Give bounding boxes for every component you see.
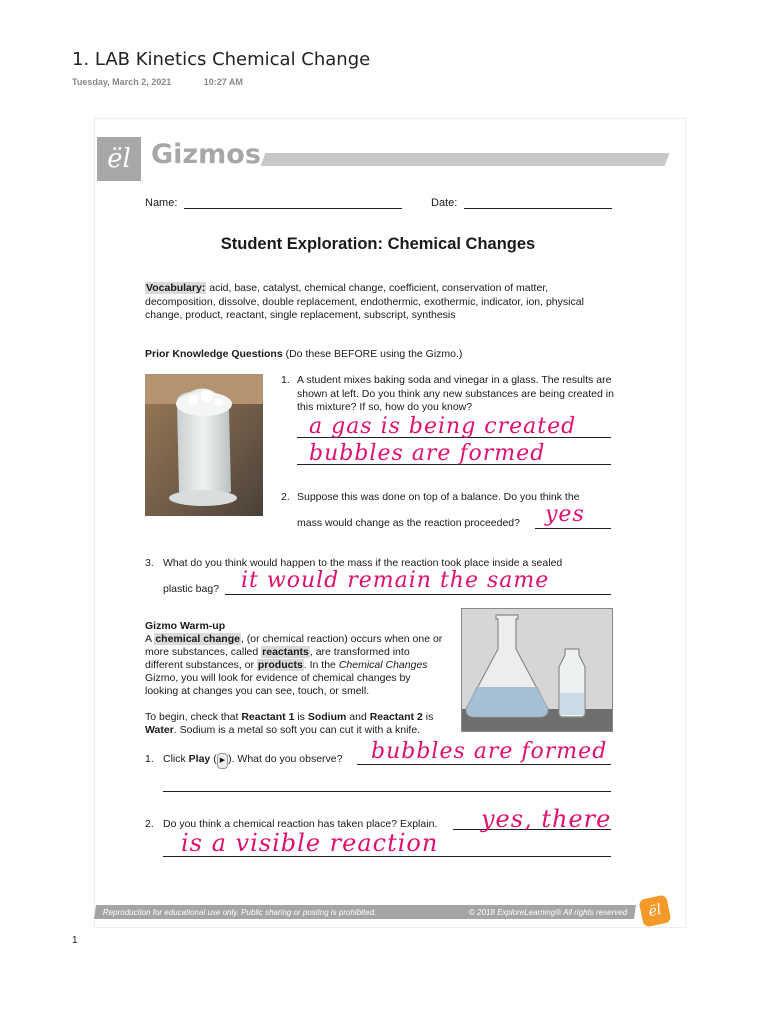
- note-time: 10:27 AM: [203, 77, 243, 87]
- q1-handwritten-answer-a: a gas is being created: [309, 414, 577, 439]
- warmup-paragraph-1: A chemical change, (or chemical reaction) occurs when one or more substances, called reactants, are transformed into different substances, or products. In the Chemical Changes Gizmo, you will look for evidence of chemical changes by looking at changes you can see, touch, or smell.: [145, 633, 443, 697]
- q2-text-a: Suppose this was done on top of a balance. Do you think the: [297, 491, 580, 503]
- term-chemical-change: chemical change: [155, 633, 240, 645]
- note-title: 1. LAB Kinetics Chemical Change: [72, 49, 371, 70]
- q3-answer-line: [225, 594, 611, 595]
- q1-number: 1.: [281, 374, 290, 386]
- logo-box: [97, 137, 141, 181]
- w2-number: 2.: [145, 818, 154, 830]
- q2-number: 2.: [281, 491, 290, 503]
- w1-answer-line-1: [357, 764, 611, 765]
- footer-bar: [94, 905, 636, 919]
- name-label: Name:: [145, 197, 178, 209]
- w1-number: 1.: [145, 753, 154, 765]
- term-reactants: reactants: [262, 646, 309, 658]
- q1-handwritten-answer-b: bubbles are formed: [309, 441, 546, 466]
- q1-text: A student mixes baking soda and vinegar in a glass. The results are shown at left. Do you think any new substances are being created in this mixture? If so, how do you know?: [297, 374, 614, 413]
- prior-heading-label: Prior Knowledge Questions: [145, 348, 283, 360]
- el-badge-icon: ël: [638, 894, 671, 927]
- header-bar: [261, 153, 670, 166]
- name-row: [145, 196, 402, 209]
- warmup-text: [145, 620, 445, 737]
- worksheet-title: Student Exploration: Chemical Changes: [220, 235, 536, 253]
- prior-knowledge-heading: [145, 348, 462, 360]
- vocab-label: Vocabulary:: [146, 282, 206, 294]
- worksheet-page: [94, 118, 686, 928]
- vocabulary: [145, 282, 615, 323]
- footer-left-text: Reproduction for educational use only. Public sharing or posting is prohibited.: [103, 907, 377, 917]
- prior-heading-note: (Do these BEFORE using the Gizmo.): [282, 348, 463, 360]
- date-row: [431, 196, 612, 209]
- gizmo-name: Chemical Changes: [338, 659, 428, 671]
- fizzing-glass-photo: [145, 374, 263, 516]
- warmup-heading: Gizmo Warm-up: [145, 620, 226, 632]
- term-products: products: [257, 659, 303, 671]
- q2-handwritten-answer: yes: [545, 502, 585, 527]
- date-label: Date:: [431, 197, 458, 209]
- note-date: Tuesday, March 2, 2021: [72, 77, 172, 87]
- w2-handwritten-answer-a: yes, there: [481, 805, 612, 833]
- w2-handwritten-answer-b: is a visible reaction: [181, 829, 439, 857]
- warmup-paragraph-2: To begin, check that Reactant 1 is Sodium and Reactant 2 is Water. Sodium is a metal so soft you can cut it with a knife.: [145, 711, 434, 736]
- q2-text-b: mass would change as the reaction proceeded?: [297, 517, 520, 529]
- page-number: 1: [72, 935, 78, 946]
- w1-handwritten-answer: bubbles are formed: [371, 739, 608, 764]
- w1-text: Click Play ( ▶ ). What do you observe?: [163, 753, 343, 769]
- date-blank: [464, 196, 612, 209]
- name-blank: [184, 196, 402, 209]
- footer-copyright: © 2018 ExploreLearning® All rights reserved: [468, 907, 627, 917]
- w1-answer-line-2: [163, 791, 611, 792]
- q2-answer-line: [535, 528, 611, 529]
- q3-handwritten-answer: it would remain the same: [241, 568, 550, 593]
- vocab-text: acid, base, catalyst, chemical change, coefficient, conservation of matter, decomposition, dissolve, double replacement, endothermic, exothermic, indicator, ion, physical change, product, reactant, single replacement, subscript, synthesis: [145, 282, 584, 321]
- note-datetime: [72, 77, 243, 87]
- w2-text: Do you think a chemical reaction has taken place? Explain.: [163, 818, 438, 830]
- q3-number: 3.: [145, 557, 154, 569]
- el-logo-icon: ël: [107, 144, 131, 174]
- play-icon: ▶: [217, 753, 228, 769]
- brand-name: Gizmos: [151, 139, 261, 170]
- flask-illustration: [461, 608, 613, 732]
- q3-text-a: What do you think would happen to the mass if the reaction took place inside a sealed: [163, 557, 563, 569]
- q3-text-b: plastic bag?: [163, 583, 220, 595]
